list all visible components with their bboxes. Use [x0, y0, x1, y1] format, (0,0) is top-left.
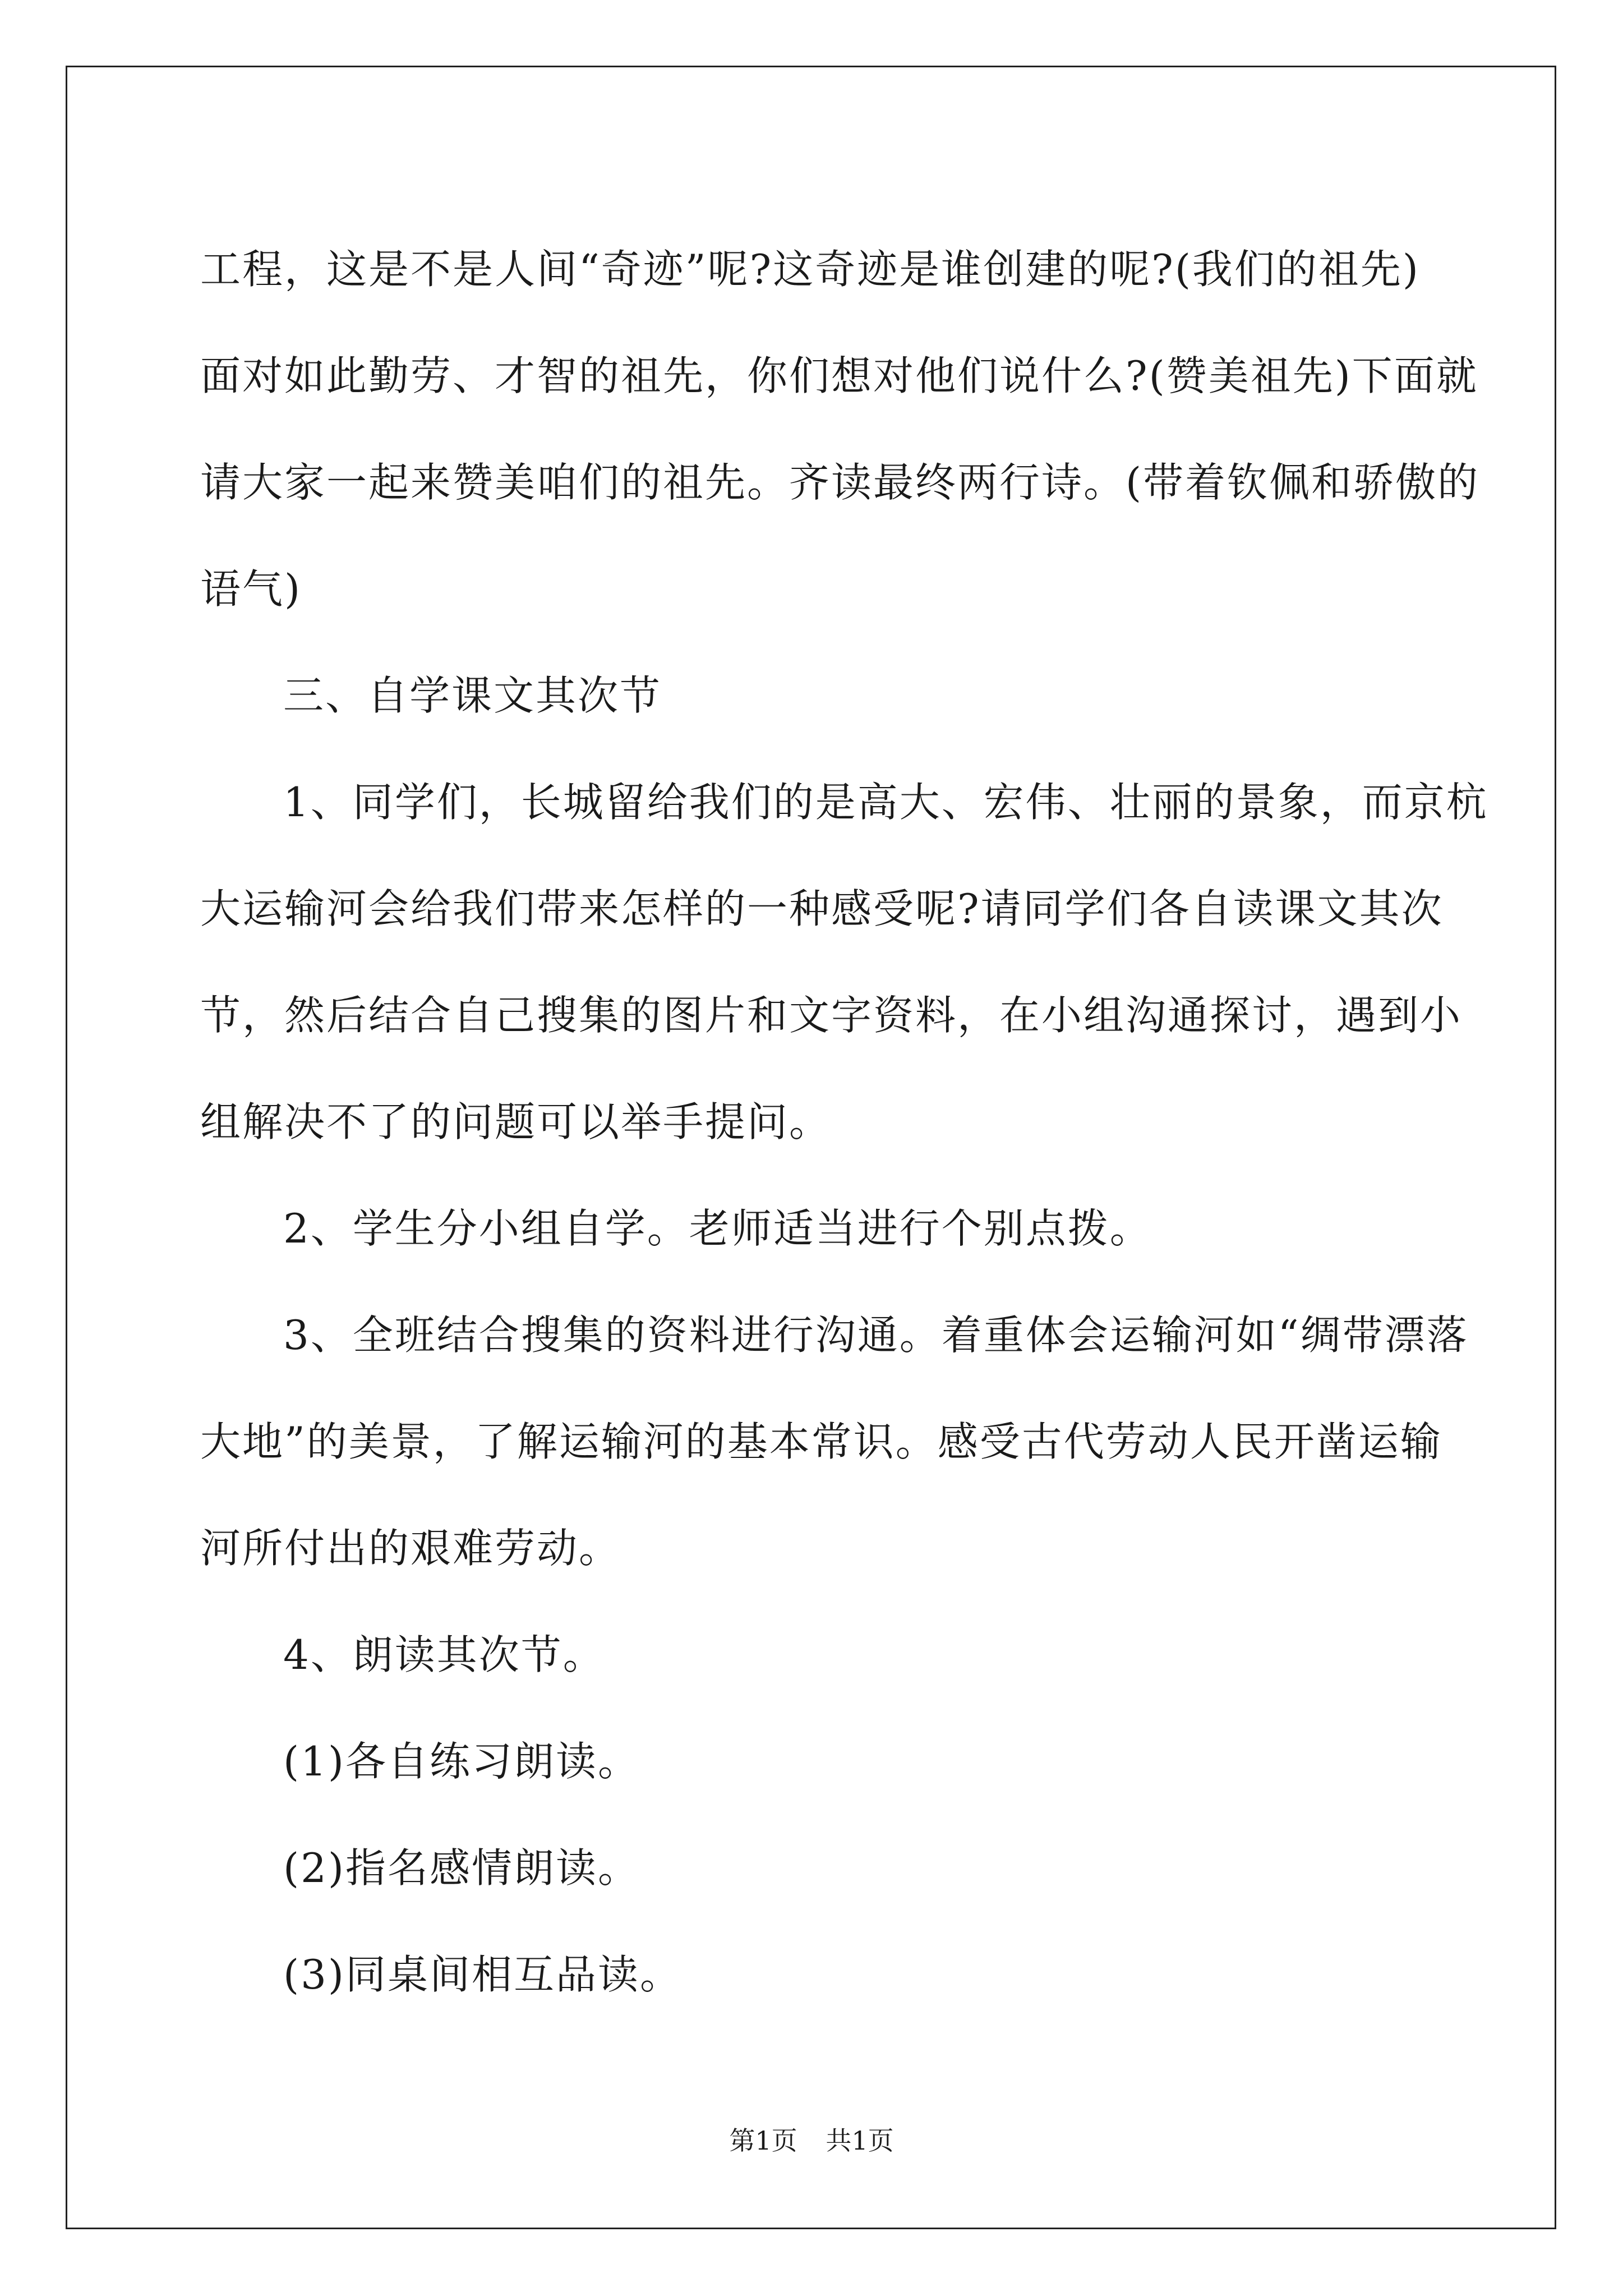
paragraph-item-4: [200, 1602, 1428, 1708]
section-heading: [200, 642, 1428, 749]
document-body: [200, 216, 1488, 2028]
text-line: 1、同学们，长城留给我们的是高大、宏伟、壮丽的景象，而京杭: [283, 779, 1488, 826]
sub-item-1: [200, 1708, 1428, 1815]
text-line: 面对如此勤劳、才智的祖先，你们想对他们说什么?(赞美祖先)下面就: [200, 352, 1478, 399]
paragraph-item-2: [200, 1175, 1428, 1282]
text-line: 2、学生分小组自学。老师适当进行个别点拨。: [283, 1205, 1152, 1252]
text-line: 三、自学课文其次节: [283, 672, 662, 719]
text-line: (3)同桌间相互品读。: [283, 1951, 682, 1998]
text-line: 4、朗读其次节。: [283, 1631, 605, 1678]
page-total: 共1页: [826, 2125, 894, 2156]
text-line: 河所付出的艰难劳动。: [200, 1525, 621, 1572]
text-line: 大运输河会给我们带来怎样的一种感受呢?请同学们各自读课文其次: [200, 885, 1444, 932]
text-line: 工程，这是不是人间“奇迹”呢?这奇迹是谁创建的呢?(我们的祖先): [200, 246, 1421, 293]
text-line: 3、全班结合搜集的资料进行沟通。着重体会运输河如“绸带漂落: [283, 1312, 1469, 1359]
text-line: 语气): [200, 565, 302, 613]
page-footer: [0, 2124, 1623, 2157]
sub-item-3: [200, 1921, 1428, 2028]
text-line: 请大家一起来赞美咱们的祖先。齐读最终两行诗。(带着钦佩和骄傲的: [200, 459, 1480, 506]
text-line: 组解决不了的问题可以举手提问。: [200, 1098, 832, 1145]
text-line: 大地”的美景，了解运输河的基本常识。感受古代劳动人民开凿运输: [200, 1418, 1442, 1465]
paragraph-item-1: [200, 749, 1488, 1175]
text-line: (2)指名感情朗读。: [283, 1844, 640, 1892]
text-line: 节，然后结合自己搜集的图片和文字资料，在小组沟通探讨，遇到小: [200, 992, 1463, 1039]
paragraph-item-3: [200, 1282, 1469, 1602]
sub-item-2: [200, 1815, 1428, 1921]
paragraph-1: [200, 216, 1480, 642]
text-line: (1)各自练习朗读。: [283, 1738, 640, 1785]
page-number: 第1页: [729, 2125, 797, 2156]
